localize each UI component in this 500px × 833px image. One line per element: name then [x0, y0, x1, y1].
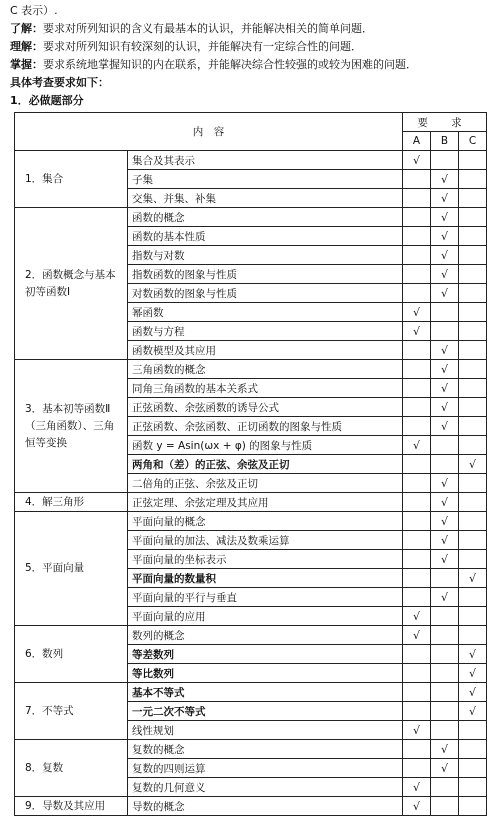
checkmark-icon: √	[440, 476, 448, 490]
level-a-cell	[403, 246, 431, 265]
topic-cell: 幂函数	[128, 303, 403, 322]
level-a-cell	[403, 379, 431, 398]
level-c-cell	[459, 265, 487, 284]
level-a-cell	[403, 778, 431, 797]
level-c-cell	[459, 740, 487, 759]
level-c-cell	[459, 797, 487, 816]
checkmark-icon: √	[412, 609, 420, 623]
level-b-cell	[431, 721, 459, 740]
header-content: 内 容	[15, 113, 403, 151]
level-b-cell	[431, 436, 459, 455]
level-b-cell	[431, 398, 459, 417]
level-a-cell	[403, 759, 431, 778]
level-a-cell	[403, 588, 431, 607]
checkmark-icon: √	[440, 362, 448, 376]
level-c-cell	[459, 683, 487, 702]
checkmark-icon: √	[440, 552, 448, 566]
level-c-cell	[459, 474, 487, 493]
level-a-cell	[403, 645, 431, 664]
intro-line-3	[10, 56, 490, 74]
level-a-cell	[403, 607, 431, 626]
topic-cell: 函数模型及其应用	[128, 341, 403, 360]
level-b-cell	[431, 303, 459, 322]
level-c-cell	[459, 189, 487, 208]
level-b-cell	[431, 455, 459, 474]
table-row	[15, 360, 487, 379]
checkmark-icon: √	[440, 229, 448, 243]
level-b-cell	[431, 417, 459, 436]
table-row	[15, 512, 487, 531]
level-a-cell	[403, 550, 431, 569]
checkmark-icon: √	[440, 419, 448, 433]
topic-cell: 平面向量的平行与垂直	[128, 588, 403, 607]
topic-cell: 平面向量的加法、减法及数乘运算	[128, 531, 403, 550]
level-b-cell	[431, 550, 459, 569]
level-c-cell	[459, 721, 487, 740]
category-cell: 6．数列	[15, 626, 128, 683]
checkmark-icon: √	[412, 305, 420, 319]
topic-cell: 正弦函数、余弦函数、正切函数的图象与性质	[128, 417, 403, 436]
table-row	[15, 683, 487, 702]
level-a-cell	[403, 417, 431, 436]
level-b-cell	[431, 208, 459, 227]
level-c-cell	[459, 645, 487, 664]
checkmark-icon: √	[440, 742, 448, 756]
level-c-cell	[459, 208, 487, 227]
checkmark-icon: √	[440, 248, 448, 262]
checkmark-icon: √	[440, 286, 448, 300]
level-a-cell	[403, 569, 431, 588]
level-b-cell	[431, 626, 459, 645]
checkmark-icon: √	[412, 628, 420, 642]
level-a-cell	[403, 512, 431, 531]
level-a-cell	[403, 531, 431, 550]
level-a-cell	[403, 284, 431, 303]
header-col-c: C	[459, 132, 487, 151]
level-a-cell	[403, 151, 431, 170]
topic-cell: 复数的概念	[128, 740, 403, 759]
term-master: 掌握：	[10, 58, 43, 71]
level-b-cell	[431, 569, 459, 588]
topic-cell: 数列的概念	[128, 626, 403, 645]
level-a-cell	[403, 227, 431, 246]
level-a-cell	[403, 455, 431, 474]
topic-cell: 导数的概念	[128, 797, 403, 816]
level-c-cell	[459, 759, 487, 778]
header-col-b: B	[431, 132, 459, 151]
table-row	[15, 208, 487, 227]
checkmark-icon: √	[469, 647, 477, 661]
intro-line-0: C 表示）.	[10, 4, 58, 17]
topic-cell: 指数与对数	[128, 246, 403, 265]
level-c-cell	[459, 512, 487, 531]
level-a-cell	[403, 683, 431, 702]
topic-cell: 函数与方程	[128, 322, 403, 341]
topic-cell: 对数函数的图象与性质	[128, 284, 403, 303]
category-cell: 5．平面向量	[15, 512, 128, 626]
table-body	[15, 151, 487, 816]
checkmark-icon: √	[412, 438, 420, 452]
level-b-cell	[431, 493, 459, 512]
topic-cell: 集合及其表示	[128, 151, 403, 170]
checkmark-icon: √	[440, 514, 448, 528]
intro-text-2: 要求对所列知识有较深刻的认识，并能解决有一定综合性的问题．	[43, 40, 362, 53]
checkmark-icon: √	[412, 799, 420, 813]
checkmark-icon: √	[469, 704, 477, 718]
level-c-cell	[459, 417, 487, 436]
level-c-cell	[459, 360, 487, 379]
category-cell: 7．不等式	[15, 683, 128, 740]
level-b-cell	[431, 341, 459, 360]
header-col-a: A	[403, 132, 431, 151]
requirements-table	[14, 112, 487, 816]
level-c-cell	[459, 778, 487, 797]
level-c-cell	[459, 588, 487, 607]
level-c-cell	[459, 702, 487, 721]
checkmark-icon: √	[440, 191, 448, 205]
level-b-cell	[431, 607, 459, 626]
checkmark-icon: √	[412, 780, 420, 794]
level-c-cell	[459, 398, 487, 417]
level-b-cell	[431, 227, 459, 246]
level-a-cell	[403, 208, 431, 227]
checkmark-icon: √	[440, 533, 448, 547]
level-a-cell	[403, 493, 431, 512]
topic-cell: 子集	[128, 170, 403, 189]
topic-cell: 二倍角的正弦、余弦及正切	[128, 474, 403, 493]
level-a-cell	[403, 398, 431, 417]
topic-cell: 指数函数的图象与性质	[128, 265, 403, 284]
level-c-cell	[459, 227, 487, 246]
checkmark-icon: √	[412, 153, 420, 167]
category-cell: 1．集合	[15, 151, 128, 208]
topic-cell: 函数的概念	[128, 208, 403, 227]
level-c-cell	[459, 626, 487, 645]
level-b-cell	[431, 246, 459, 265]
level-b-cell	[431, 740, 459, 759]
topic-cell: 基本不等式	[128, 683, 403, 702]
topic-cell: 同角三角函数的基本关系式	[128, 379, 403, 398]
level-a-cell	[403, 265, 431, 284]
checkmark-icon: √	[412, 723, 420, 737]
level-a-cell	[403, 740, 431, 759]
topic-cell: 交集、并集、补集	[128, 189, 403, 208]
level-b-cell	[431, 664, 459, 683]
checkmark-icon: √	[440, 381, 448, 395]
level-b-cell	[431, 360, 459, 379]
checkmark-icon: √	[440, 400, 448, 414]
table-row	[15, 797, 487, 816]
level-b-cell	[431, 683, 459, 702]
level-b-cell	[431, 759, 459, 778]
checkmark-icon: √	[440, 761, 448, 775]
table-row	[15, 151, 487, 170]
level-b-cell	[431, 512, 459, 531]
level-b-cell	[431, 778, 459, 797]
level-a-cell	[403, 436, 431, 455]
level-c-cell	[459, 284, 487, 303]
checkmark-icon: √	[440, 210, 448, 224]
level-b-cell	[431, 702, 459, 721]
intro-text-3: 要求系统地掌握知识的内在联系，并能解决综合性较强的或较为困难的问题．	[43, 58, 417, 71]
level-a-cell	[403, 797, 431, 816]
level-b-cell	[431, 379, 459, 398]
level-a-cell	[403, 189, 431, 208]
level-a-cell	[403, 664, 431, 683]
level-c-cell	[459, 664, 487, 683]
topic-cell: 复数的几何意义	[128, 778, 403, 797]
level-a-cell	[403, 702, 431, 721]
topic-cell: 平面向量的数量积	[128, 569, 403, 588]
level-c-cell	[459, 436, 487, 455]
topic-cell: 函数 y = Asin(ωx + φ) 的图象与性质	[128, 436, 403, 455]
category-cell: 9．导数及其应用	[15, 797, 128, 816]
level-b-cell	[431, 322, 459, 341]
checkmark-icon: √	[440, 495, 448, 509]
topic-cell: 等差数列	[128, 645, 403, 664]
table-header-row	[15, 113, 487, 132]
level-c-cell	[459, 151, 487, 170]
checkmark-icon: √	[412, 324, 420, 338]
level-c-cell	[459, 550, 487, 569]
level-a-cell	[403, 360, 431, 379]
intro-line-2	[10, 38, 490, 56]
topic-cell: 平面向量的应用	[128, 607, 403, 626]
level-b-cell	[431, 474, 459, 493]
level-b-cell	[431, 151, 459, 170]
level-b-cell	[431, 531, 459, 550]
checkmark-icon: √	[469, 571, 477, 585]
topic-cell: 平面向量的概念	[128, 512, 403, 531]
level-a-cell	[403, 322, 431, 341]
table-row	[15, 626, 487, 645]
level-c-cell	[459, 531, 487, 550]
level-c-cell	[459, 341, 487, 360]
category-cell: 4．解三角形	[15, 493, 128, 512]
intro-block	[0, 0, 500, 92]
level-c-cell	[459, 455, 487, 474]
intro-text-1: 要求对所列知识的含义有最基本的认识，并能解决相关的简单问题．	[43, 22, 373, 35]
intro-line-4: 具体考查要求如下：	[10, 76, 109, 89]
checkmark-icon: √	[469, 457, 477, 471]
level-a-cell	[403, 170, 431, 189]
checkmark-icon: √	[440, 267, 448, 281]
table-row	[15, 740, 487, 759]
category-cell: 2．函数概念与基本初等函数Ⅰ	[15, 208, 128, 360]
level-b-cell	[431, 645, 459, 664]
header-requirement: 要 求	[403, 113, 487, 132]
checkmark-icon: √	[469, 685, 477, 699]
checkmark-icon: √	[440, 590, 448, 604]
topic-cell: 一元二次不等式	[128, 702, 403, 721]
table-row	[15, 493, 487, 512]
level-c-cell	[459, 493, 487, 512]
topic-cell: 正弦定理、余弦定理及其应用	[128, 493, 403, 512]
level-c-cell	[459, 322, 487, 341]
level-b-cell	[431, 284, 459, 303]
level-c-cell	[459, 379, 487, 398]
level-b-cell	[431, 170, 459, 189]
level-b-cell	[431, 189, 459, 208]
level-b-cell	[431, 797, 459, 816]
checkmark-icon: √	[469, 666, 477, 680]
category-cell: 8．复数	[15, 740, 128, 797]
level-a-cell	[403, 721, 431, 740]
topic-cell: 两角和（差）的正弦、余弦及正切	[128, 455, 403, 474]
level-a-cell	[403, 626, 431, 645]
topic-cell: 三角函数的概念	[128, 360, 403, 379]
level-a-cell	[403, 303, 431, 322]
term-understand: 理解：	[10, 40, 43, 53]
level-a-cell	[403, 474, 431, 493]
level-b-cell	[431, 265, 459, 284]
topic-cell: 复数的四则运算	[128, 759, 403, 778]
level-b-cell	[431, 588, 459, 607]
category-cell: 3．基本初等函数Ⅱ（三角函数）、三角恒等变换	[15, 360, 128, 493]
topic-cell: 正弦函数、余弦函数的诱导公式	[128, 398, 403, 417]
checkmark-icon: √	[440, 343, 448, 357]
level-a-cell	[403, 341, 431, 360]
topic-cell: 函数的基本性质	[128, 227, 403, 246]
topic-cell: 平面向量的坐标表示	[128, 550, 403, 569]
checkmark-icon: √	[440, 172, 448, 186]
section-title: 1．必做题部分	[10, 94, 84, 107]
term-understand-basic: 了解：	[10, 22, 43, 35]
topic-cell: 等比数列	[128, 664, 403, 683]
topic-cell: 线性规划	[128, 721, 403, 740]
level-c-cell	[459, 170, 487, 189]
level-c-cell	[459, 569, 487, 588]
intro-line-1	[10, 20, 490, 38]
level-c-cell	[459, 246, 487, 265]
level-c-cell	[459, 303, 487, 322]
level-c-cell	[459, 607, 487, 626]
